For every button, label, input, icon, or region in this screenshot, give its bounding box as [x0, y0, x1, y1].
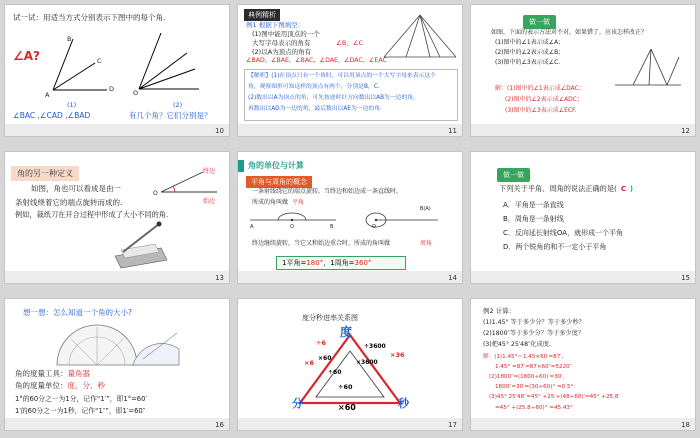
label-x36: ×36 — [390, 351, 405, 359]
option-b[interactable]: B．周角是一条射线 — [503, 215, 564, 223]
answer-1a: 解：(1)1.45°＝1.45×60′=87′, — [483, 354, 564, 360]
node-minute: 分 — [292, 397, 303, 410]
label-x3600: ×3600 — [356, 359, 378, 366]
para-3: 例如，裁纸刀在开合过程中形成了大小不同的角. — [15, 210, 169, 219]
caption-2: (2) — [173, 101, 183, 109]
answer-1: ∠B，∠C — [336, 39, 364, 47]
label-div6: ÷6 — [316, 339, 326, 347]
label-b1: B — [67, 35, 72, 43]
protractor-image — [53, 319, 183, 369]
formula-line: 1平角=180°，1周角=360° — [282, 259, 372, 267]
slide-footer: 15 — [471, 271, 695, 283]
slide-17[interactable] — [237, 298, 463, 431]
question-2: 有几个角？它们分别是？ — [129, 111, 212, 120]
instruction: 如图，下面的表示方法对不对，如果错了，应该怎样改正？ — [491, 29, 648, 36]
tag-example: 典例精析 — [244, 9, 280, 21]
answer-2b: 1800″=30′=(30÷60)° =0.5° — [495, 384, 574, 390]
answer-1: 解：(1)图中的∠1表示成∠DAC； — [495, 85, 585, 92]
slide-18[interactable] — [470, 298, 696, 431]
label-div3600: ÷3600 — [364, 343, 386, 350]
tool-label: 角的度量工具：量角器 — [15, 369, 90, 378]
slide-11[interactable] — [237, 4, 463, 137]
node-second: 秒 — [398, 397, 409, 410]
example-title: 例2 计算： — [483, 307, 516, 315]
option-a[interactable]: A．平角是一条直线 — [503, 201, 564, 209]
item-3: (3)图中的∠3表示成∠C. — [495, 59, 561, 66]
angle-figure-1 — [45, 35, 125, 105]
label-x6: ×6 — [304, 359, 314, 367]
slide-title: 度分秒进率关系图 — [302, 314, 358, 322]
exp-line-3: (2)数出以A为顶点的角，可先按逆时针方向数出以AB为一边的角， — [248, 95, 419, 101]
exp-line-4: 再数出以AD为一边的角，最后数出以AE为一边的角. — [248, 106, 382, 112]
item-1: (1)图中的∠1表示成∠A； — [495, 39, 565, 46]
unit-label: 角的度量单位：度、分、秒 — [15, 381, 105, 390]
answer-1b: 1.45° =87′=87×60″=5220″ — [495, 364, 572, 370]
label-x60-left: ×60 — [318, 355, 332, 362]
slide-12[interactable] — [470, 4, 696, 137]
label-a1: A — [45, 91, 50, 99]
pt-a: A — [250, 224, 254, 230]
example-line: 例1 根据下图填空： — [246, 21, 305, 29]
pt-b: B — [330, 224, 334, 230]
tag-practice: 做一做 — [523, 15, 556, 29]
angle-question: ∠A? — [13, 49, 41, 63]
slide-14[interactable] — [237, 151, 463, 284]
bullet-1: 一条射线绕它的端点旋转，当终边和始边成一条直线时， — [252, 188, 403, 195]
pt-o2: O — [372, 224, 376, 230]
answer-3a: (3)45° 25′48″=45° +25′+(48÷60)′=45° +25.8′ — [489, 394, 620, 400]
subsection-title: 平角与周角的概念 — [246, 176, 312, 188]
question-2: (2)1800″等于多少分？等于多少度？ — [483, 330, 585, 337]
answer-2: ∠BAD，∠BAE，∠BAC，∠DAE，∠DAC，∠EAC — [246, 57, 387, 64]
angle-figure-2 — [135, 31, 215, 101]
option-c[interactable]: C．反向延长射线OA，就形成一个平角 — [503, 229, 624, 237]
pt-ba: B(A) — [420, 206, 431, 212]
para-2: 条射线绕着它的端点旋转而成的. — [15, 198, 123, 207]
slide-13[interactable] — [4, 151, 230, 284]
q1-text-b: 大写字母表示的角有 — [252, 39, 311, 47]
slide-footer: 11 — [238, 124, 462, 136]
node-degree: 度 — [340, 325, 353, 339]
label-end-side: 终边 — [203, 168, 216, 175]
para-1: 如图，角也可以看成是由一 — [31, 184, 121, 193]
rule-1: 1°的60分之一为1分，记作“1′”，即1°=60′ — [15, 395, 147, 403]
answer-1: ∠BAC ,∠CAD ,∠BAD — [13, 111, 91, 120]
bullet-1b: 所成的角叫做 — [252, 199, 289, 206]
angle-figure — [613, 43, 683, 95]
paper-cutter-image — [111, 220, 169, 272]
slide-footer: 14 — [238, 271, 462, 283]
triangle-figure — [380, 13, 460, 63]
section-marker — [238, 160, 244, 172]
section-title: 角的单位与计算 — [248, 161, 304, 170]
slide-footer: 17 — [238, 418, 462, 430]
caption-1: (1) — [67, 101, 77, 109]
slide-footer: 13 — [5, 271, 229, 283]
slide-15[interactable] — [470, 151, 696, 284]
answer-2a: (2)1800″=(1800÷60)′=30′, — [489, 374, 565, 380]
slide-footer: 12 — [471, 124, 695, 136]
question-1: (1)1.45° 等于多少分？等于多少秒？ — [483, 319, 585, 326]
answer-3: (3)图中的∠3表示成∠ECF. — [505, 107, 577, 114]
slide-16[interactable] — [4, 298, 230, 431]
q1-text: (1)图中能用顶点的一个 — [252, 30, 320, 38]
definition-title: 角的另一种定义 — [11, 166, 79, 181]
question: 下列关于平角、周角的说法正确的是( C ) — [499, 184, 633, 193]
exp-line-2: 角，观察图形可知这样的顶点有两个，分别是B，C. — [248, 84, 380, 90]
item-2: (2)图中的∠2表示成∠B； — [495, 49, 565, 56]
label-start-side: 始边 — [203, 198, 216, 205]
pt-o1: O — [290, 224, 294, 230]
question-3: (3)把45° 25′48″化成度. — [483, 341, 551, 348]
slide-title: 试一试：用适当方式分别表示下图中的每个角. — [13, 13, 166, 22]
label-div60-inner: ÷60 — [338, 383, 353, 391]
rule-2: 1′的60分之一为1秒，记作“1″”，即1′=60″ — [15, 407, 146, 415]
slide-10[interactable] — [4, 4, 230, 137]
term-straight-angle: 平角 — [292, 199, 305, 206]
label-c1: C — [97, 57, 102, 65]
q2-text: (2)以A为顶点的角有 — [252, 48, 312, 56]
slide-footer: 18 — [471, 418, 695, 430]
term-full-angle: 周角 — [420, 240, 433, 247]
label-x60-bottom: ×60 — [338, 403, 356, 412]
tag-practice: 做一做 — [497, 168, 530, 182]
slide-footer: 10 — [5, 124, 229, 136]
label-d1: D — [109, 85, 115, 93]
slide-title: 想一想：怎么知道一个角的大小? — [23, 308, 132, 317]
label-o2: O — [133, 89, 139, 97]
label-div60-left: ÷60 — [328, 369, 342, 376]
answer-3b: =45° +(25.8÷60)° =45.43° — [495, 405, 573, 411]
slide-footer: 16 — [5, 418, 229, 430]
bullet-2: 终边继续旋转，当它又和始边重合时，所成的角叫做 — [252, 240, 391, 247]
answer-2: (2)图中的∠2表示成∠ADC； — [505, 96, 583, 103]
option-d[interactable]: D．两个锐角的和不一定小于平角 — [503, 243, 607, 251]
exp-line-1: 【解析】(1)在顶点只有一个角时，可以用顶点的一个大写字母来表示这个 — [248, 73, 436, 79]
label-o: O — [153, 190, 158, 197]
